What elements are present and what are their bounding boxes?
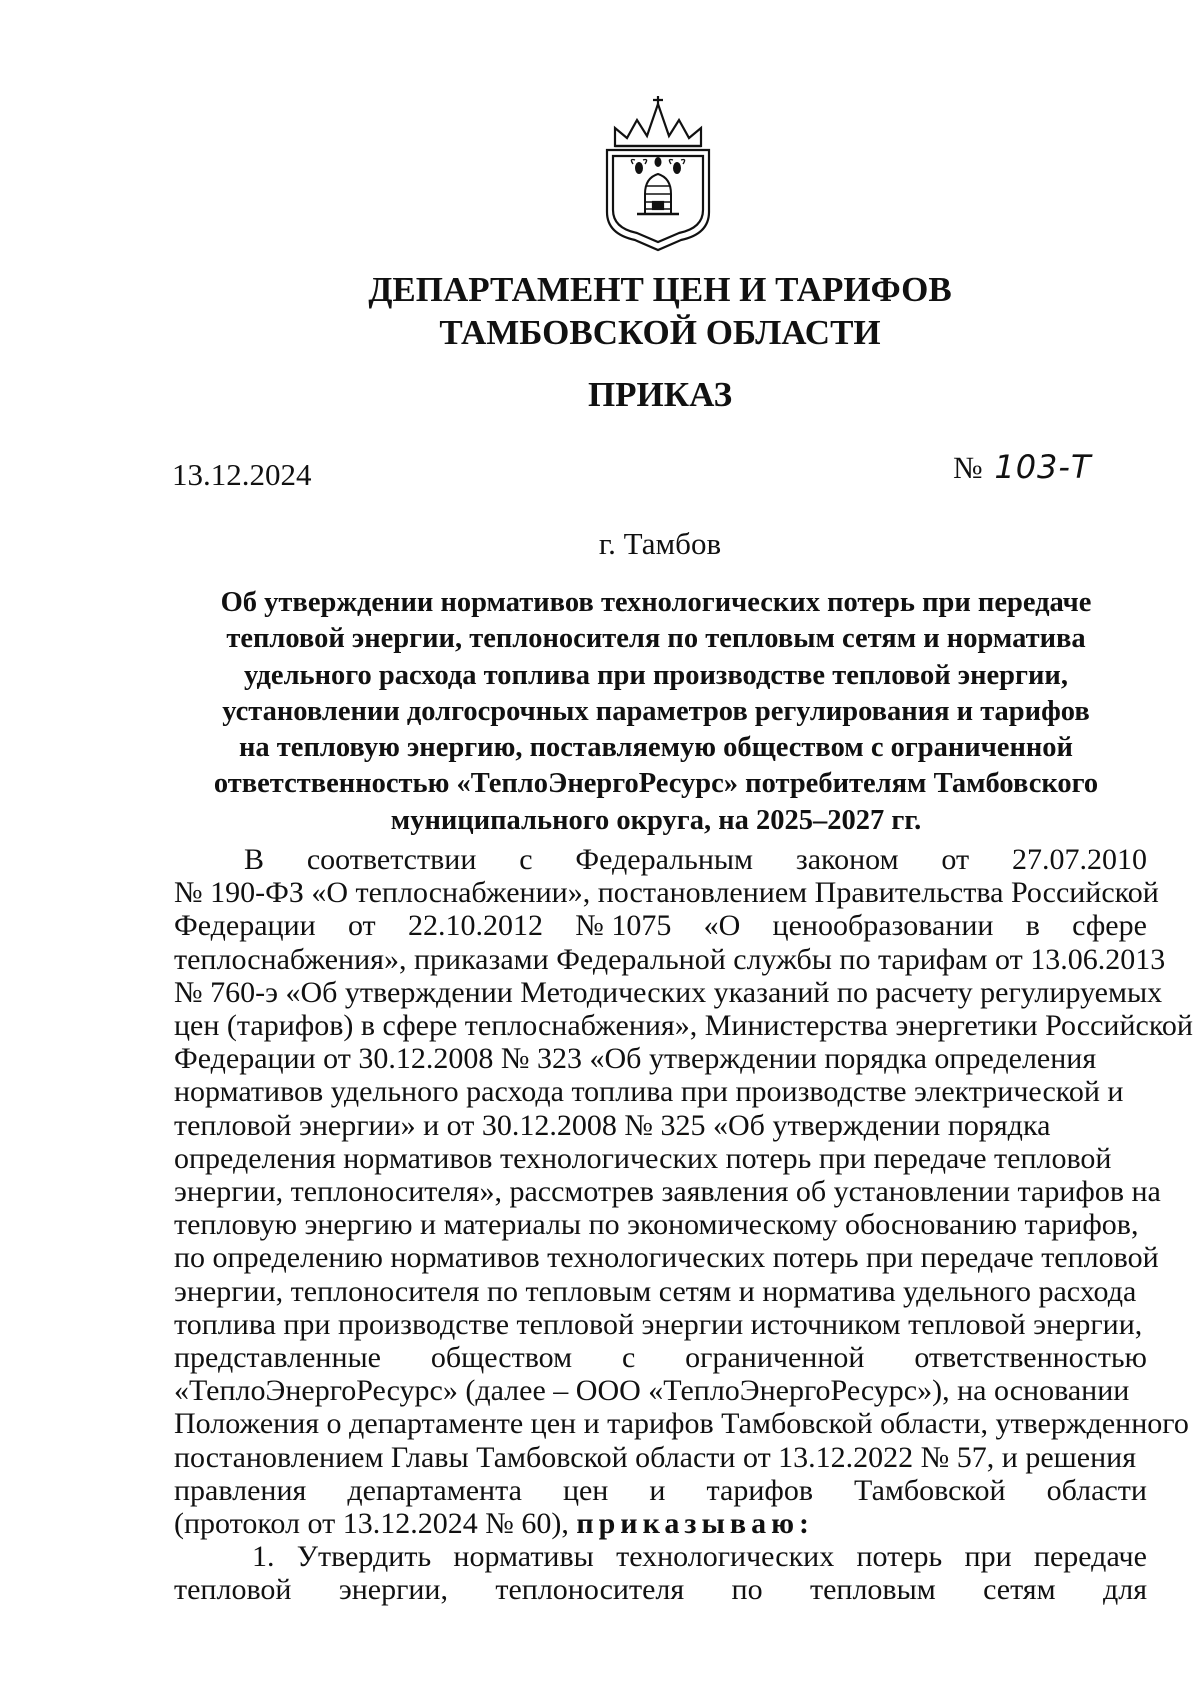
subject-line: Об утверждении нормативов технологических потерь при передаче: [220, 587, 1092, 618]
handwritten-number: 103-Т: [994, 448, 1092, 486]
body-line: представленные обществом с ограниченной ответственностью: [174, 1341, 1147, 1375]
body-line: Положения о департаменте цен и тарифов Тамбовской области, утвержденного: [174, 1407, 1189, 1441]
body-line: Федерации от 22.10.2012 № 1075 «О ценообразовании в сфере: [174, 909, 1147, 943]
document-type: ПРИКАЗ: [587, 375, 733, 414]
body-line: энергии, теплоносителя», рассмотрев заявления об установлении тарифов на: [174, 1175, 1161, 1209]
subject-line: ответственностью «ТеплоЭнергоРесурс» потребителям Тамбовского: [213, 768, 1099, 800]
body-line: постановлением Главы Тамбовской области от 13.12.2022 № 57, и решения: [174, 1440, 1136, 1474]
subject-line: тепловой энергии, теплоносителя по тепловым сетям и норматива: [226, 623, 1086, 655]
document-date: 13.12.2024: [172, 457, 312, 492]
organization-line: ДЕПАРТАМЕНТ ЦЕН И ТАРИФОВ: [368, 270, 952, 309]
body-line: Федерации от 30.12.2008 № 323 «Об утверждении порядка определения: [174, 1042, 1097, 1076]
subject-line: установлении долгосрочных параметров регулирования и тарифов: [222, 695, 1090, 727]
coat-of-arms-icon: [593, 94, 723, 252]
document-number: [953, 448, 1092, 486]
body-line: В соответствии с Федеральным законом от 27.07.2010: [244, 843, 1147, 876]
body-line: тепловую энергию и материалы по экономическому обоснованию тарифов,: [174, 1208, 1139, 1242]
subject-line: на тепловую энергию, поставляемую обществом с ограниченной: [239, 732, 1073, 764]
body-line: № 760-э «Об утверждении Методических указаний по расчету регулируемых: [174, 975, 1163, 1009]
body-line: тепловой энергии, теплоносителя по тепловым сетям для: [174, 1573, 1147, 1607]
body-line: «ТеплоЭнергоРесурс» (далее – ООО «ТеплоЭнергоРесурс»), на основании: [174, 1374, 1130, 1408]
body-line: тепловой энергии» и от 30.12.2008 № 325 «Об утверждении порядка: [174, 1108, 1051, 1142]
document-body: [174, 843, 1193, 1607]
body-line: № 190-ФЗ «О теплоснабжении», постановлением Правительства Российской: [174, 876, 1159, 910]
organization-name: [0, 268, 1200, 354]
body-line: теплоснабжения», приказами Федеральной службы по тарифам от 13.06.2013: [174, 942, 1166, 976]
body-line: топлива при производстве тепловой энергии источником тепловой энергии,: [174, 1307, 1143, 1341]
body-line: (протокол от 13.12.2024 № 60), приказываю:: [174, 1507, 815, 1541]
body-line: правления департамента цен и тарифов Тамбовской области: [174, 1473, 1147, 1507]
body-line: цен (тарифов) в сфере теплоснабжения», Министерства энергетики Российской: [174, 1009, 1193, 1043]
body-line: 1. Утвердить нормативы технологических потерь при передаче: [252, 1540, 1147, 1574]
document-city: г. Тамбов: [598, 526, 722, 561]
document-subject: [196, 585, 1116, 839]
body-line: энергии, теплоносителя по тепловым сетям и норматива удельного расхода: [174, 1274, 1137, 1308]
subject-line: муниципального округа, на 2025–2027 гг.: [390, 804, 922, 836]
body-line: нормативов удельного расхода топлива при производстве электрической и: [174, 1075, 1124, 1109]
body-line: определения нормативов технологических потерь при передаче тепловой: [174, 1141, 1112, 1175]
body-line: по определению нормативов технологических потерь при передаче тепловой: [174, 1241, 1159, 1275]
organization-line: ТАМБОВСКОЙ ОБЛАСТИ: [439, 313, 881, 352]
number-sign: №: [953, 450, 983, 485]
subject-line: удельного расхода топлива при производстве тепловой энергии,: [244, 659, 1068, 691]
order-keyword: приказываю:: [576, 1507, 815, 1541]
